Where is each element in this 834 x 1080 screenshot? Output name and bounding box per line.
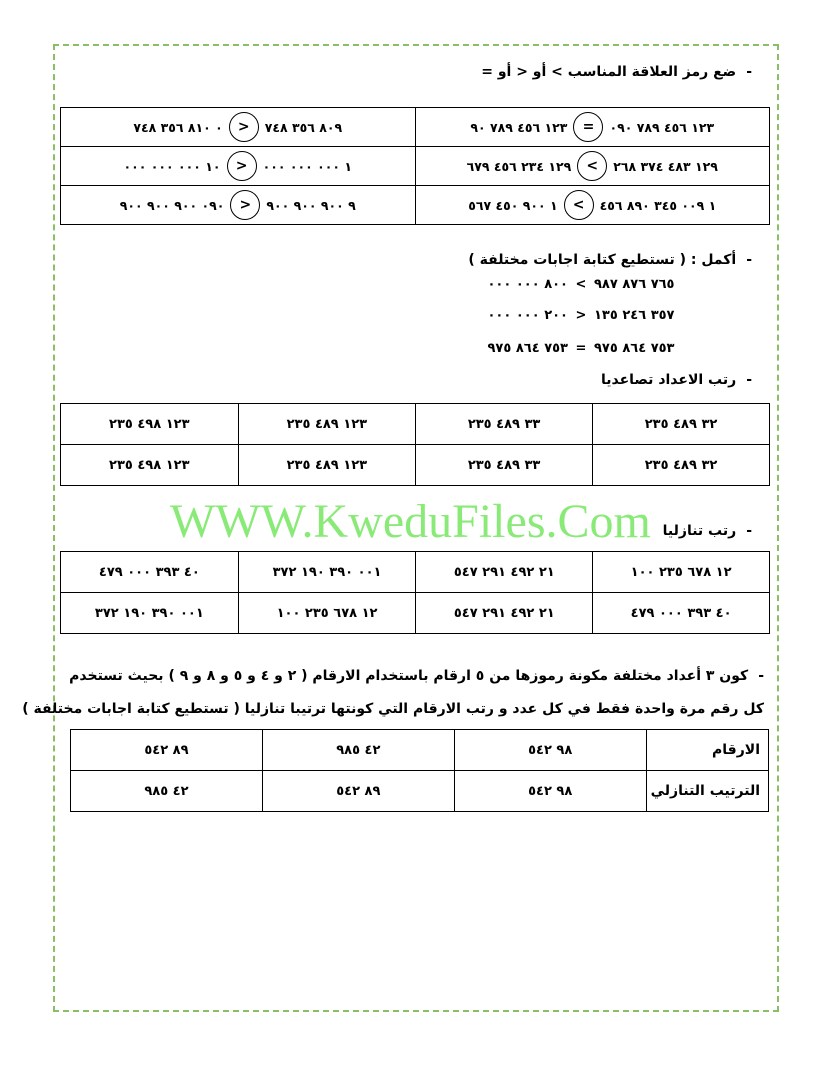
number-a: ١٢٣ ٤٥٦ ٧٨٩ ٠٩٠ — [609, 119, 715, 135]
compare-cell — [61, 108, 416, 147]
given-number: ٧٦٥ ٨٧٦ ٩٨٧ — [594, 277, 675, 292]
row-header: الترتيب التنازلي — [646, 771, 768, 812]
compare-heading — [481, 64, 752, 80]
number-b: ١٢٣ ٤٥٦ ٧٨٩ ٩٠ — [470, 119, 568, 135]
number-a: ١ ٠٠٩ ٣٤٥ ٨٩٠ ٤٥٦ — [599, 197, 717, 213]
number-b: ١ ٩٠٠ ٤٥٠ ٥٦٧ — [468, 197, 558, 213]
number-a: ٩ ٩٠٠ ٩٠٠ ٩٠٠ — [266, 197, 356, 213]
table-cell: ٨٩ ٥٤٢ — [262, 771, 454, 812]
table-cell: ٠٠١ ٣٩٠ ١٩٠ ٣٧٢ — [61, 593, 239, 634]
number-b: ١٢٩ ٢٣٤ ٤٥٦ ٦٧٩ — [466, 158, 572, 174]
table-cell: ٣٣ ٤٨٩ ٢٣٥ — [416, 404, 593, 445]
relation-symbol: > — [229, 112, 259, 142]
bullet-dash: - — [746, 523, 752, 539]
table-cell: ٤٢ ٩٨٥ — [71, 771, 263, 812]
relation-symbol: > — [227, 151, 257, 181]
table-row — [71, 771, 769, 812]
number-b: ٠٩٠ ٩٠٠ ٩٠٠ ٩٠٠ — [119, 197, 225, 213]
complete-line — [440, 277, 740, 292]
number-a: ١٢٩ ٤٨٣ ٣٧٤ ٢٦٨ — [613, 158, 718, 174]
relation-symbol: = — [575, 341, 587, 356]
table-cell: ٩٨ ٥٤٢ — [454, 730, 646, 771]
table-cell: ٢١ ٤٩٢ ٢٩١ ٥٤٧ — [416, 593, 593, 634]
table-row — [61, 404, 770, 445]
complete-line — [440, 308, 740, 323]
complete-line — [440, 341, 740, 356]
descending-table — [60, 551, 770, 634]
table-row — [61, 445, 770, 486]
ascending-table — [60, 403, 770, 486]
given-number: ٧٥٣ ٨٦٤ ٩٧٥ — [594, 341, 675, 356]
table-cell: ٤٠ ٣٩٣ ٠٠٠ ٤٧٩ — [61, 552, 239, 593]
relation-symbol: = — [573, 112, 603, 142]
answer-number: ٧٥٣ ٨٦٤ ٩٧٥ — [487, 341, 568, 356]
table-cell: ٤٢ ٩٨٥ — [262, 730, 454, 771]
instruction-line-1 — [69, 668, 764, 684]
bullet-dash: - — [746, 252, 752, 268]
instruction-text-1: كون ٣ أعداد مختلفة مكونة رموزها من ٥ ارقام باستخدام الارقام ( ٢ و ٤ و ٥ و ٨ و ٩ ) بحيث تستخدم — [69, 668, 749, 684]
table-row — [61, 593, 770, 634]
ascending-heading — [601, 372, 752, 388]
table-cell: ٣٢ ٤٨٩ ٢٣٥ — [593, 404, 770, 445]
given-number: ٣٥٧ ٢٤٦ ١٣٥ — [594, 308, 675, 323]
compare-cell — [415, 147, 770, 186]
digits-table — [70, 729, 769, 812]
table-row — [61, 108, 770, 147]
compare-cell — [61, 147, 416, 186]
table-row — [61, 147, 770, 186]
table-cell: ٣٣ ٤٨٩ ٢٣٥ — [416, 445, 593, 486]
table-cell: ٢١ ٤٩٢ ٢٩١ ٥٤٧ — [416, 552, 593, 593]
number-b: ٠ ٨١٠ ٣٥٦ ٧٤٨ — [133, 119, 223, 135]
ascending-heading-text: رتب الاعداد تصاعديا — [600, 372, 737, 388]
table-cell: ١٢٣ ٤٨٩ ٢٣٥ — [238, 445, 416, 486]
compare-cell — [415, 108, 770, 147]
relation-symbol: > — [575, 308, 587, 323]
table-cell: ١٢ ٦٧٨ ٢٣٥ ١٠٠ — [593, 552, 770, 593]
relation-symbol: < — [564, 190, 594, 220]
answer-number: ٨٠٠ ٠٠٠ ٠٠٠ — [487, 277, 568, 292]
watermark-text: WWW.KweduFiles.Com — [170, 495, 651, 548]
number-a: ١ ٠٠٠ ٠٠٠ ٠٠٠ — [262, 158, 352, 174]
table-row — [61, 552, 770, 593]
row-header: الارقام — [646, 730, 768, 771]
compare-cell — [61, 186, 416, 225]
table-cell: ٨٩ ٥٤٢ — [71, 730, 263, 771]
table-cell: ٠٠١ ٣٩٠ ١٩٠ ٣٧٢ — [238, 552, 416, 593]
table-cell: ١٢ ٦٧٨ ٢٣٥ ١٠٠ — [238, 593, 416, 634]
complete-heading — [468, 252, 752, 268]
number-b: ١٠ ٠٠٠ ٠٠٠ ٠٠٠ — [123, 158, 221, 174]
compare-cell — [415, 186, 770, 225]
complete-heading-text: أكمل : ( تستطيع كتابة اجابات مختلفة ) — [468, 252, 737, 268]
relation-symbol: < — [577, 151, 607, 181]
answer-number: ٢٠٠ ٠٠٠ ٠٠٠ — [487, 308, 568, 323]
table-cell: ١٢٣ ٤٨٩ ٢٣٥ — [238, 404, 416, 445]
table-cell: ٣٢ ٤٨٩ ٢٣٥ — [593, 445, 770, 486]
number-a: ٨٠٩ ٣٥٦ ٧٤٨ — [264, 119, 343, 135]
table-cell: ٩٨ ٥٤٢ — [454, 771, 646, 812]
table-cell: ١٢٣ ٤٩٨ ٢٣٥ — [61, 404, 239, 445]
descending-heading — [663, 523, 752, 539]
descending-heading-text: رتب تنازليا — [662, 523, 737, 539]
compare-table — [60, 107, 770, 225]
bullet-dash: - — [746, 372, 752, 388]
table-row — [71, 730, 769, 771]
bullet-dash: - — [758, 668, 764, 684]
table-row — [61, 186, 770, 225]
compare-heading-text: ضع رمز العلاقة المناسب > أو < أو = — [481, 64, 737, 80]
relation-symbol: > — [230, 190, 260, 220]
table-cell: ١٢٣ ٤٩٨ ٢٣٥ — [61, 445, 239, 486]
instruction-line-2: كل رقم مرة واحدة فقط في كل عدد و رتب الارقام التي كونتها ترتيبا تنازليا ( تستطيع كتابة اجابات مختلفة ) — [22, 701, 764, 717]
bullet-dash: - — [746, 64, 752, 80]
table-cell: ٤٠ ٣٩٣ ٠٠٠ ٤٧٩ — [593, 593, 770, 634]
relation-symbol: < — [575, 277, 587, 292]
